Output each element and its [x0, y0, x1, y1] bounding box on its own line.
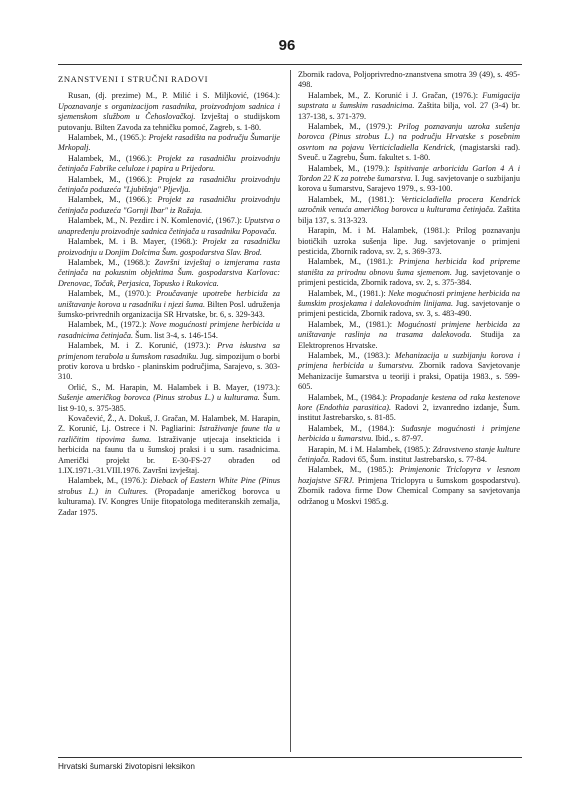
entry-title: Projekt za rasadničku proizvodnju četinjača Fabrike celuloze i papira u Prijedoru.	[58, 153, 280, 174]
entry-pre: Harapin, M. i M. Halambek, (1985.):	[308, 444, 433, 454]
entry-title: Istraživanje faune tla u različitim tipovima šuma.	[58, 424, 280, 444]
entry-title: Fumigacija supstrata u šumskim rasadnicima.	[298, 90, 520, 111]
bottom-rule	[58, 757, 522, 758]
entry-title: Prva iskustva sa primjenom terabola u šumskom rasadniku.	[58, 341, 280, 361]
top-rule	[58, 64, 522, 65]
entry-title: Projekt za rasadničku proizvodnju četinjača poduzeća "Gornji Ibar" iz Rožaja.	[58, 195, 280, 215]
entry-title: Prilog poznavanju uzroka sušenja borovca (Pinus strobus L.) na području Hrvatske s posebnim osvrtom na pojavu Verticicladiella Kendrick,	[298, 122, 520, 152]
entry-post: Zaštita bilja 137, s. 313-323.	[298, 205, 521, 225]
entry-pre: Halambek, M., (1966.):	[68, 153, 158, 163]
section-heading: ZNANSTVENI I STRUČNI RADOVI	[58, 74, 209, 84]
bibliography-entry	[298, 70, 520, 91]
bibliography-entry	[298, 91, 520, 122]
entry-pre: Halambek, M., (1972.):	[68, 320, 150, 330]
entry-title: Suđasnje mogućnosti i primjene herbicida u šumarstvu.	[298, 423, 520, 444]
entry-post: (magistarski rad). Sveuč. u Zagrebu, Šum. fakultet s. 1-80.	[298, 142, 520, 163]
entry-title: Projekt za rasadničku proizvodnju četinjača poduzeća "Ljubišnja" Pljevlja.	[58, 174, 280, 195]
bibliography-entry	[298, 424, 520, 445]
entry-post: (Propadanje američkog borovca u kulturama). IV. Kongres Unije fitopatologa mediteranskih zemalja, Zadar 1975.	[58, 486, 281, 517]
entry-title: Projekt za rasadničku proizvodnju u Donjim Dolcima Šum. gospodarstva Slav. Brod.	[58, 237, 280, 257]
footer: Hrvatski šumarski životopisni leksikon	[58, 762, 195, 771]
entry-title: Zdravstveno stanje kulture četinjača.	[298, 444, 520, 465]
entry-post: Ibid., s. 87-97.	[373, 434, 424, 444]
entry-pre: Halambek, M., (1970.):	[68, 289, 157, 299]
entry-pre: Halambek, M., (1984.):	[308, 423, 402, 433]
entry-title: Mogućnosti primjene herbicida za uništavanje raslinja na trasama dalekovoda.	[298, 319, 521, 340]
entry-pre: Halambek, M., (1979.):	[308, 122, 398, 132]
bibliography-entry	[298, 445, 520, 466]
entry-pre: Zbornik radova, Poljoprivredno-znanstvena smotra 39 (49), s. 495-498.	[298, 70, 520, 90]
entry-post: Zaštita bilja, vol. 27 (3-4) br. 137-138, s. 371-379.	[298, 101, 520, 121]
entry-post: Bilten Posl. udruženja šumsko-privrednih organizacija SR Hrvatske, br. 6, s. 329-343.	[58, 299, 280, 319]
entry-post: Studija za Elektroprenos Hrvatske.	[298, 330, 520, 350]
entry-pre: Halambek, M., (1984.):	[308, 392, 391, 402]
right-column	[298, 70, 520, 507]
left-column	[58, 70, 280, 518]
entry-title: Završni izvještaj o izmjerama rasta četinjača na pokusnim objektima Šum. gospodarstva Karlovac: Drenovac, Točak, Perjasica, Topusko i Rukovica.	[58, 257, 280, 288]
bibliography-entry	[58, 154, 280, 175]
bibliography-entry	[298, 351, 520, 393]
entry-title: Primjenonic Triclopyra v lesnom hozjajstve SFRJ.	[298, 465, 520, 485]
entry-title: Sušenje američkog borovca (Pinus strobus L.) u kulturama.	[58, 393, 260, 403]
entry-title: Proučavanje upotrebe herbicida za uništavanje korova u rasadniku i njezi šuma.	[58, 289, 280, 309]
entry-title: Projekt rasadišta na području Šumarije Mrkopalj.	[58, 133, 281, 153]
bibliography-entry	[58, 216, 280, 237]
entry-post: Jug. savjetovanje o primjeni pesticida, Zbornik radova, sv. 3, s. 483-490.	[298, 298, 521, 319]
bibliography-entry	[298, 257, 520, 288]
bibliography-entry	[298, 289, 520, 320]
bibliography-entry	[58, 258, 280, 289]
entry-pre: Halambek, M., Z. Korunić i J. Gračan, (1976.):	[308, 90, 483, 100]
bibliography-entry	[298, 164, 520, 195]
entry-title: Nove mogućnosti primjene herbicida u rasadnicima četinjača.	[58, 320, 281, 340]
entry-pre: Halambek, M., (1981.):	[308, 257, 399, 267]
entry-post: Jug. simpozijum o borbi protiv korova u brdsko - planinskim područjima, Sarajevo, s. 303-310.	[58, 351, 280, 382]
entry-pre: Halambek, M., (1976.):	[68, 476, 151, 486]
entry-pre: Orlić, S., M. Harapin, M. Halambek i B. Mayer, (1973.):	[68, 382, 280, 392]
entry-pre: Halambek, M. i Z. Korunić, (1973.):	[68, 341, 218, 351]
entry-post: Radovi 2, izvanredno izdanje, Šum. institut Jastrebarsko, s. 81-85.	[298, 403, 520, 423]
entry-pre: Halambek, M., (1981.):	[308, 319, 398, 329]
bibliography-entry	[298, 195, 520, 226]
entry-title: Mehanizacija u suzbijanju korova i primjena herbicida u šumarstvu.	[298, 350, 520, 371]
entry-title: Dieback of Eastern White Pine (Pinus strobus L.) in Cultures.	[58, 476, 281, 496]
bibliography-entry	[58, 237, 280, 258]
bibliography-entry	[298, 393, 520, 424]
bibliography-entry	[58, 133, 280, 154]
entry-pre: Halambek, M. i B. Mayer, (1968.):	[68, 237, 203, 247]
entry-post: Radovi 65, Šum. institut Jastrebarsko, s. 77-84.	[330, 455, 487, 465]
entry-pre: Kovačević, Ž., A. Dokuš, J. Gračan, M. Halambek, M. Harapin, Z. Korunić, Lj. Ostrece i N. Pagliarini:	[58, 414, 280, 434]
entry-title: Upoznavanje s organizacijom rasadnika, proizvodnjom sadnica i sjemenskom službom u Čehoslovačkoj.	[58, 101, 280, 122]
entry-pre: Halambek, M., (1966.):	[68, 174, 158, 184]
entry-post: Istraživanje utjecaja insekticida i herbicida na faunu tla u šumskoj praksi i u sum. rasadnicima. Američki projekt br. E-30-FS-27 obrađen od 1.IX.1971.-31.VIII.1976. Završni izvještaj.	[58, 434, 280, 476]
entry-pre: Halambek, M., (1981.):	[308, 288, 389, 298]
bibliography-entry	[58, 383, 280, 414]
entry-title: Propadanje kestena od raka kestenove kore (Endothia parasitica).	[298, 392, 520, 412]
bibliography-entry	[58, 320, 280, 341]
right-entry-list	[298, 70, 520, 507]
bibliography-entry	[58, 414, 280, 476]
bibliography-entry	[298, 226, 520, 257]
entry-pre: Rusan, (dj. prezime) M., P. Milić i S. Miljković, (1964.):	[68, 91, 280, 101]
entry-post: I. Jug. savjetovanje o suzbijanju korova u šumarstvu, Sarajevo 1979., s. 93-100.	[298, 174, 520, 194]
entry-pre: Halambek, M., (1983.):	[308, 350, 395, 360]
entry-post: Zbornik radova Savjetovanje Mehanizacije šumarstva u teoriji i praksi, Opatija 1983., s. 599-605.	[298, 361, 520, 392]
left-entry-list	[58, 91, 280, 518]
entry-pre: Halambek, M., (1979.):	[308, 163, 395, 173]
entry-title: Verticicladiella procera Kendrick uzročnik venuća američkog borovca u kulturama četinjača.	[298, 194, 520, 215]
entry-pre: Halambek, M., (1985.):	[308, 465, 400, 475]
entry-title: Uputstva o unapređenju proizvodnje sadnica četinjača u rasadniku Popovača.	[58, 216, 280, 236]
entry-post: Šum. list 3-4, s. 146-154.	[133, 330, 218, 340]
bibliography-entry	[58, 91, 280, 133]
entry-title: Primjena herbicida kod pripreme staništa za prirodnu obnovu šuma sjemenom.	[298, 257, 520, 277]
column-divider	[290, 70, 291, 752]
bibliography-entry	[58, 476, 280, 518]
bibliography-entry	[298, 465, 520, 507]
entry-post: Jug. savjetovanje o primjeni pesticida, Zbornik radova, sv. 2, s. 375-384.	[298, 267, 521, 288]
bibliography-entry	[298, 320, 520, 351]
page-number: 96	[278, 37, 296, 54]
entry-title: Neke mogućnosti primjene herbicida na šumskim prosjekama i dalekovodnim linijama.	[298, 288, 520, 308]
bibliography-entry	[58, 195, 280, 216]
bibliography-entry	[58, 289, 280, 320]
entry-pre: Halambek, M., (1981.):	[308, 194, 402, 204]
entry-post: Šum. list 9-10, s. 375-385.	[58, 393, 280, 413]
bibliography-entry	[58, 341, 280, 383]
entry-post: Izvještaj o studijskom putovanju. Bilten Zavoda za tehničku pomoć, Zagreb, s. 1-80.	[58, 112, 280, 132]
bibliography-entry	[298, 122, 520, 164]
entry-pre: Harapin, M. i M. Halambek, (1981.):	[308, 226, 457, 236]
entry-pre: Halambek, M., N. Pezdirc i N. Komlenović, (1967.):	[68, 216, 245, 226]
entry-post: Primjena Triclopyra u šumskom gospodarstvu). Zbornik radova firme Dow Chemical Company sa savjetovanja održanog u Moskvi 1985.g.	[298, 475, 520, 506]
entry-post: Prilog poznavanju biotičkih uzroka sušenja lipe. Jug. savjetovanje o primjeni pesticida, Zbornik radova, sv. 2, s. 369-373.	[298, 226, 520, 256]
bibliography-entry	[58, 175, 280, 196]
entry-pre: Halambek, M., (1965.):	[68, 133, 149, 143]
entry-title: Ispitivanje arboricidu Garlon 4 A i Tordon 22 K za potrebe šumarstva.	[298, 163, 520, 184]
entry-pre: Halambek, M., (1968.):	[68, 257, 155, 267]
entry-pre: Halambek, M., (1966.):	[68, 195, 158, 205]
